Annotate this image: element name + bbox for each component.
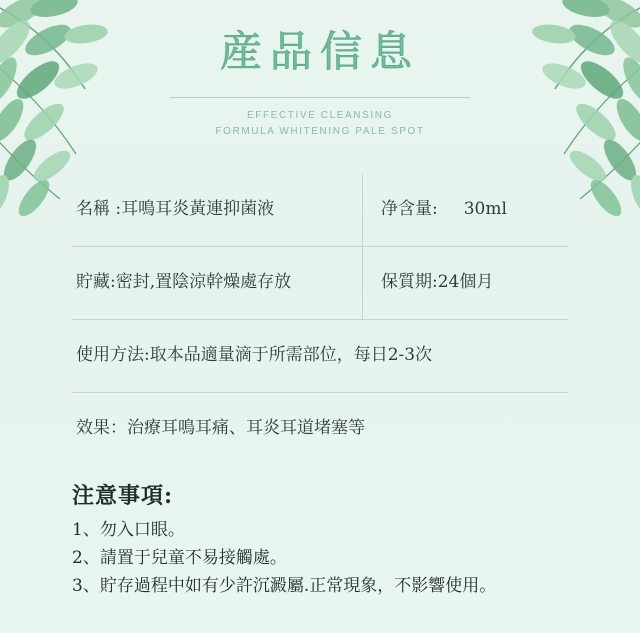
name-value: 耳鳴耳炎黃連抑菌液	[121, 198, 275, 219]
effect-cell: 效果：治療耳鳴耳痛、耳炎耳道堵塞等	[76, 417, 365, 438]
notice-title: 注意事項:	[72, 482, 174, 509]
notice-item: 1、勿入口眼。	[72, 519, 185, 540]
notice-item: 3、貯存過程中如有少許沉澱屬.正常現象，不影響使用。	[72, 575, 497, 596]
page-title: 産品信息	[219, 27, 420, 76]
title-divider	[170, 97, 470, 98]
storage-value: 密封,置陰涼幹燥處存放	[115, 271, 292, 292]
notice-item: 2、請置于兒童不易接觸處。	[72, 547, 287, 568]
net-content-label: 净含量:	[381, 198, 438, 219]
net-content-cell	[363, 174, 568, 246]
product-info-table	[72, 174, 568, 465]
page-header	[0, 0, 640, 140]
shelf-life-cell	[363, 247, 568, 319]
table-row	[72, 174, 568, 247]
subtitle-line-2: FORMULA WHITENING PALE SPOT	[215, 125, 425, 137]
shelf-life-label: 保質期:	[381, 271, 438, 292]
storage-label: 貯藏:	[76, 271, 116, 292]
table-row	[72, 247, 568, 320]
subtitle-line-1: EFFECTIVE CLEANSING	[247, 109, 393, 121]
usage-cell: 使用方法:取本品適量滴于所需部位，每日2-3次	[76, 344, 433, 365]
storage-cell	[72, 247, 363, 319]
table-row	[72, 393, 568, 465]
name-label: 名稱 :	[76, 198, 122, 219]
name-cell	[72, 174, 363, 246]
table-row	[72, 320, 568, 393]
shelf-life-value: 24個月	[437, 271, 494, 292]
notice-section	[72, 479, 568, 600]
net-content-value: 30ml	[463, 198, 507, 219]
